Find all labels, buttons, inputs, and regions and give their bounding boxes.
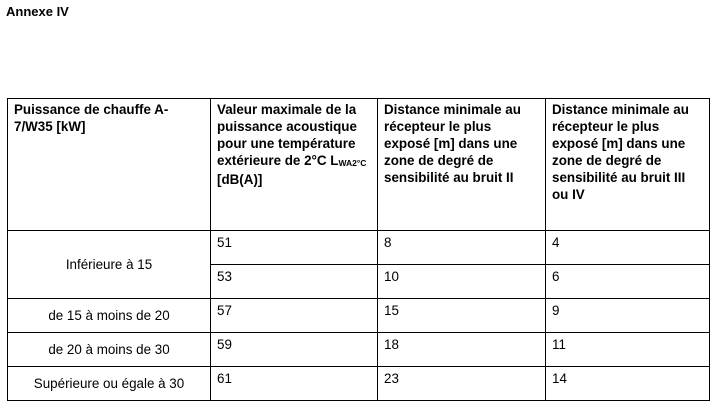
header-distance-zone-iii-iv	[546, 99, 710, 231]
header-distance-zone-ii	[378, 99, 546, 231]
header-sound-power-symbol: L	[330, 153, 339, 168]
power-range-cell: de 20 à moins de 30	[8, 333, 211, 367]
noise-requirements-table	[7, 98, 710, 401]
header-sound-power-subscript: WA2°C	[338, 158, 367, 168]
distance-zone-ii-cell: 15	[378, 299, 546, 333]
header-max-sound-power-label: Valeur maximale de la puissance acoustique pour une température extérieure de 2°C	[217, 102, 357, 168]
power-range-cell: de 15 à moins de 20	[8, 299, 211, 333]
power-range-cell: Supérieure ou égale à 30	[8, 367, 211, 401]
sound-power-cell: 57	[211, 299, 378, 333]
power-range-cell: Inférieure à 15	[8, 231, 211, 299]
table-row	[8, 333, 710, 367]
sound-power-cell: 53	[211, 265, 378, 299]
table-row	[8, 231, 710, 265]
header-distance-zone-iii-iv-label: Distance minimale au récepteur le plus exposé [m] dans une zone de degré de sensibilité au bruit III ou IV	[552, 102, 689, 202]
distance-zone-ii-cell: 23	[378, 367, 546, 401]
distance-zone-iii-iv-cell: 9	[546, 299, 710, 333]
distance-zone-iii-iv-cell: 11	[546, 333, 710, 367]
header-heating-power-label: Puissance de chauffe A-7/W35 [kW]	[14, 102, 169, 134]
header-heating-power	[8, 99, 211, 231]
sound-power-cell: 59	[211, 333, 378, 367]
distance-zone-ii-cell: 18	[378, 333, 546, 367]
header-max-sound-power	[211, 99, 378, 231]
header-sound-power-unit: [dB(A)]	[217, 172, 263, 187]
header-distance-zone-ii-label: Distance minimale au récepteur le plus exposé [m] dans une zone de degré de sensibilité au bruit II	[384, 102, 521, 185]
annex-heading: Annexe IV	[6, 4, 69, 19]
distance-zone-iii-iv-cell: 14	[546, 367, 710, 401]
distance-zone-ii-cell: 10	[378, 265, 546, 299]
sound-power-cell: 61	[211, 367, 378, 401]
table-row	[8, 299, 710, 333]
table-row	[8, 367, 710, 401]
table-header-row	[8, 99, 710, 231]
distance-zone-iii-iv-cell: 6	[546, 265, 710, 299]
distance-zone-ii-cell: 8	[378, 231, 546, 265]
distance-zone-iii-iv-cell: 4	[546, 231, 710, 265]
sound-power-cell: 51	[211, 231, 378, 265]
